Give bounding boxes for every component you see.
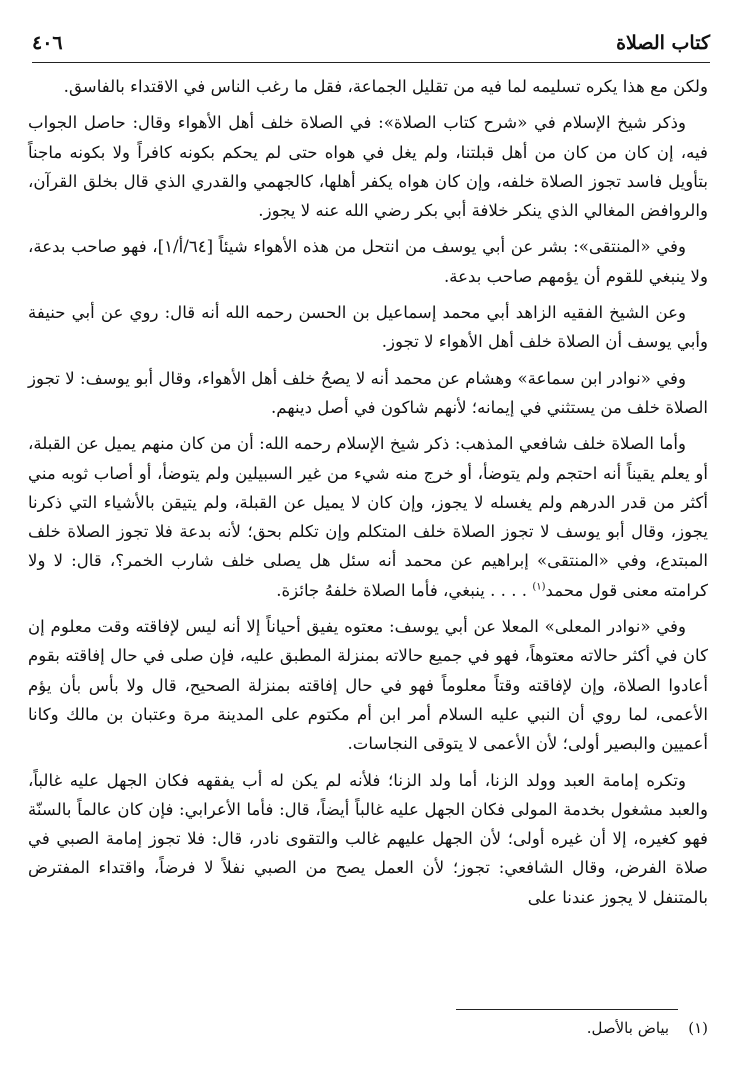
footnote-text: بياض بالأصل. (586, 1019, 670, 1037)
footnote (408, 1016, 708, 1040)
chapter-title: كتاب الصلاة (616, 32, 710, 54)
main-text (22, 72, 708, 919)
page-number: ٤٠٦ (32, 32, 63, 54)
paragraph: ولكن مع هذا يكره تسليمه لما فيه من تقليل الجماعة، فقل ما رغب الناس في الاقتداء بالفاسق. (63, 77, 708, 96)
paragraph: وعن الشيخ الفقيه الزاهد أبي محمد إسماعيل بن الحسن رحمه الله أنه قال: روي عن أبي حنيفة وأبي يوسف أن الصلاة خلف أهل الأهواء لا تجوز. (22, 303, 708, 352)
page-header (32, 28, 710, 63)
paragraph: وفي «المنتقى»: بشر عن أبي يوسف من انتحل من هذه الأهواء شيئاً [٦٤/أ/١]، فهو صاحب بدعة، ولا ينبغي للقوم أن يؤمهم صاحب بدعة. (22, 237, 708, 286)
paragraph: وفي «نوادر ابن سماعة» وهشام عن محمد أنه لا يصحُ خلف أهل الأهواء، وقال أبو يوسف: لا تجوز الصلاة خلف من يستثني في إيمانه؛ لأنهم شاكون في أصل دينهم. (22, 368, 708, 417)
paragraph: وذكر شيخ الإسلام في «شرح كتاب الصلاة»: في الصلاة خلف أهل الأهواء وقال: حاصل الجواب فيه، إن كان من كان من أهل قبلتنا، ولم يغل في هواه حتى لم يحكم بكونه كافراً ولا بكونه ماجناً بتأويل فاسد تجوز الصلاة خلفه، وإن كان هواه يكفر أهلها، كالجهمي والقدري الذي قال بخلق القرآن، والروافض المغالي الذي ينكر خلافة أبي بكر رضي الله عنه لا يجوز. (22, 113, 708, 221)
paragraph: وتكره إمامة العبد وولد الزنا، أما ولد الزنا؛ فلأنه لم يكن له أب يفقهه فكان الجهل عليه غالباً، والعبد مشغول بخدمة المولى فكان الجهل عليه غالباً أيضاً، قال: فأما الأعرابي: فإن كان عالماً بالسنّة فهو كغيره، إلا أن غيره أولى؛ لأن الجهل عليهم غالب والتقوى نادر، قال: فلا تجوز إمامة الصبي في صلاة الفرض، وقال الشافعي: تجوز؛ لأن العمل يصح من الصبي نفلاً لا فرضاً، واقتداء المفترض بالمتنفل لا يجوز عندنا على (22, 770, 708, 907)
footnote-reference: (١) (532, 581, 546, 593)
paragraph: وفي «نوادر المعلى» المعلا عن أبي يوسف: معتوه يفيق أحياناً إلا أنه ليس لإفاقته وقت معلوم إن كان في أكثر حالاته معتوهاً، فهو في جميع حالاته بمنزلة المطبق عليه، فإن صلى في حال إفاقته بقوم أعادوا الصلاة، وإن لإفاقته وقتاً معلوماً فهو في حال إفاقته بمنزلة الصحيح، قال ولا بأس بأن يؤم الأعمى، لما روي أن النبي عليه السلام أمر ابن أم مكتوم على المدينة مرة وعتبان بن مالك وكانا أعميين والبصير أولى؛ لأن الأعمى لا يتوقى النجاسات. (22, 617, 708, 754)
footnote-marker: (١) (688, 1019, 708, 1037)
paragraph: وأما الصلاة خلف شافعي المذهب: ذكر شيخ الإسلام رحمه الله: أن من كان منهم يميل عن القبلة، أو يعلم يقيناً أنه احتجم ولم يتوضأ، أو خرج منه شيء من غير السبيلين ولم يتوضأ، أو أصاب ثوبه مني أكثر من قدر الدرهم ولم يغسله لا يجوز، وإن كان لا يميل عن القبلة، ولم يتيقن بالأشياء التي ذكرنا يجوز، وقال أبو يوسف لا تجوز الصلاة خلف المتكلم وإن تكلم بحق؛ لأنه بدعة فلا تجوز الصلاة خلف المبتدع، وفي «المنتقى» إبراهيم عن محمد أنه سئل هل يصلى خلف شارب الخمر؟، قال: لا ولا كرامته معنى قول محمد$^{(١)}$ . . . . ينبغي، فأما الصلاة خلفهُ جائزة. (22, 434, 708, 600)
footnote-divider (456, 1009, 678, 1010)
